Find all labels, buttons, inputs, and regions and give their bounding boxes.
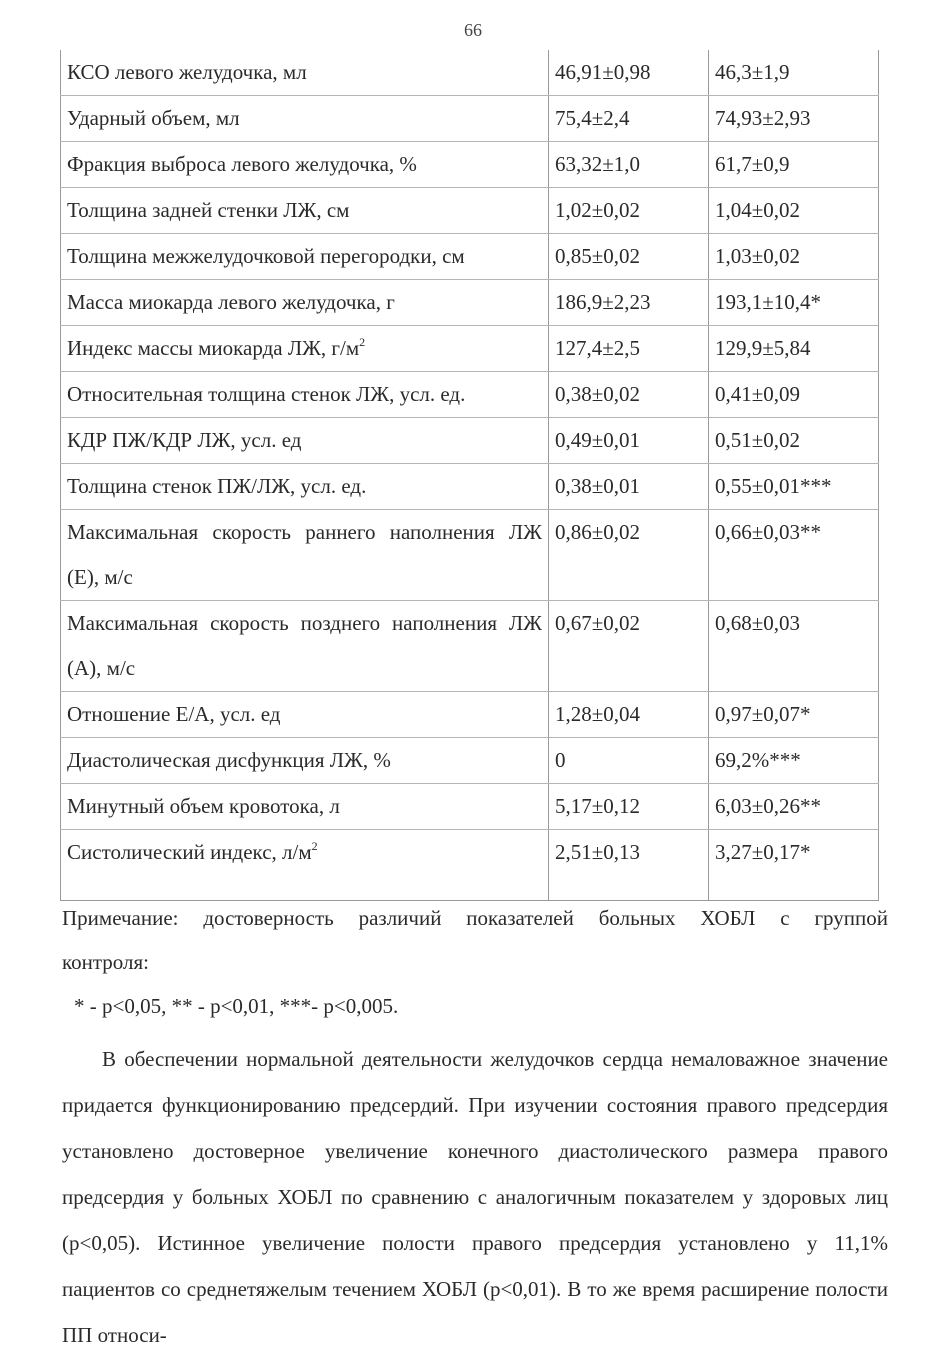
control-value-cell: 127,4±2,5 — [549, 326, 709, 372]
table-row — [61, 830, 879, 901]
parameter-text: Индекс массы миокарда ЛЖ, г/м — [67, 336, 360, 360]
copd-value-cell: 0,41±0,09 — [709, 372, 879, 418]
copd-value-cell: 69,2%*** — [709, 738, 879, 784]
echocardiography-table — [60, 50, 879, 901]
control-value-cell: 0,49±0,01 — [549, 418, 709, 464]
copd-value-cell: 46,3±1,9 — [709, 50, 879, 96]
table-row — [61, 96, 879, 142]
parameter-cell — [61, 830, 549, 901]
parameter-cell: Ударный объем, мл — [61, 96, 549, 142]
control-value-cell: 0,67±0,02 — [549, 601, 709, 692]
control-value-cell: 0,86±0,02 — [549, 510, 709, 601]
control-value-cell: 0,38±0,02 — [549, 372, 709, 418]
table-row — [61, 280, 879, 326]
table-note-continuation: контроля: — [62, 950, 150, 974]
control-value-cell: 75,4±2,4 — [549, 96, 709, 142]
copd-value-cell: 3,27±0,17* — [709, 830, 879, 901]
copd-value-cell: 0,51±0,02 — [709, 418, 879, 464]
parameter-cell: Масса миокарда левого желудочка, г — [61, 280, 549, 326]
parameter-cell: КСО левого желудочка, мл — [61, 50, 549, 96]
parameter-cell: Относительная толщина стенок ЛЖ, усл. ед. — [61, 372, 549, 418]
control-value-cell: 1,28±0,04 — [549, 692, 709, 738]
table-note: Примечание: достоверность различий показателей больных ХОБЛ с группой — [62, 906, 888, 930]
control-value-cell: 63,32±1,0 — [549, 142, 709, 188]
table-row — [61, 464, 879, 510]
control-value-cell: 5,17±0,12 — [549, 784, 709, 830]
control-value-cell: 1,02±0,02 — [549, 188, 709, 234]
parameter-text: Систолический индекс, л/м — [67, 840, 312, 864]
copd-value-cell: 1,03±0,02 — [709, 234, 879, 280]
table-row — [61, 188, 879, 234]
parameter-cell — [61, 326, 549, 372]
copd-value-cell: 0,66±0,03** — [709, 510, 879, 601]
significance-legend: * - p<0,05, ** - p<0,01, ***- p<0,005. — [74, 994, 399, 1018]
control-value-cell: 0 — [549, 738, 709, 784]
control-value-cell: 2,51±0,13 — [549, 830, 709, 901]
control-value-cell: 0,85±0,02 — [549, 234, 709, 280]
copd-value-cell: 0,55±0,01*** — [709, 464, 879, 510]
superscript: 2 — [359, 335, 366, 349]
parameter-cell: Максимальная скорость раннего наполнения ЛЖ (Е), м/с — [61, 510, 549, 601]
table-row — [61, 784, 879, 830]
copd-value-cell: 6,03±0,26** — [709, 784, 879, 830]
copd-value-cell: 193,1±10,4* — [709, 280, 879, 326]
parameter-cell: Минутный объем кровотока, л — [61, 784, 549, 830]
table-row — [61, 601, 879, 692]
parameter-cell: Фракция выброса левого желудочка, % — [61, 142, 549, 188]
copd-value-cell: 0,97±0,07* — [709, 692, 879, 738]
table-row — [61, 510, 879, 601]
parameter-cell: КДР ПЖ/КДР ЛЖ, усл. ед — [61, 418, 549, 464]
table-row — [61, 326, 879, 372]
page-number: 66 — [464, 20, 482, 40]
control-value-cell: 0,38±0,01 — [549, 464, 709, 510]
table-row — [61, 418, 879, 464]
superscript: 2 — [311, 839, 318, 853]
table-row — [61, 372, 879, 418]
table-row — [61, 50, 879, 96]
parameter-cell: Максимальная скорость позднего наполнения ЛЖ (А), м/с — [61, 601, 549, 692]
table-row — [61, 234, 879, 280]
body-paragraph: В обеспечении нормальной деятельности желудочков сердца немаловажное значение придается функционированию предсердий. При изучении состояния правого предсердия установлено достоверное увеличение конечного диастолического размера правого предсердия у больных ХОБЛ по сравнению с аналогичным показателем у здоровых лиц (p<0,05). Истинное увеличение полости правого предсердия установлено у 11,1% пациентов со среднетяжелым течением ХОБЛ (p<0,01). В то же время расширение полости ПП относи- — [62, 1047, 888, 1347]
table-row — [61, 738, 879, 784]
control-value-cell: 46,91±0,98 — [549, 50, 709, 96]
parameter-cell: Толщина задней стенки ЛЖ, см — [61, 188, 549, 234]
parameter-cell: Диастолическая дисфункция ЛЖ, % — [61, 738, 549, 784]
parameter-cell: Отношение Е/А, усл. ед — [61, 692, 549, 738]
copd-value-cell: 74,93±2,93 — [709, 96, 879, 142]
table-row — [61, 692, 879, 738]
copd-value-cell: 1,04±0,02 — [709, 188, 879, 234]
copd-value-cell: 129,9±5,84 — [709, 326, 879, 372]
copd-value-cell: 61,7±0,9 — [709, 142, 879, 188]
parameter-cell: Толщина стенок ПЖ/ЛЖ, усл. ед. — [61, 464, 549, 510]
table-row — [61, 142, 879, 188]
parameter-cell: Толщина межжелудочковой перегородки, см — [61, 234, 549, 280]
control-value-cell: 186,9±2,23 — [549, 280, 709, 326]
copd-value-cell: 0,68±0,03 — [709, 601, 879, 692]
